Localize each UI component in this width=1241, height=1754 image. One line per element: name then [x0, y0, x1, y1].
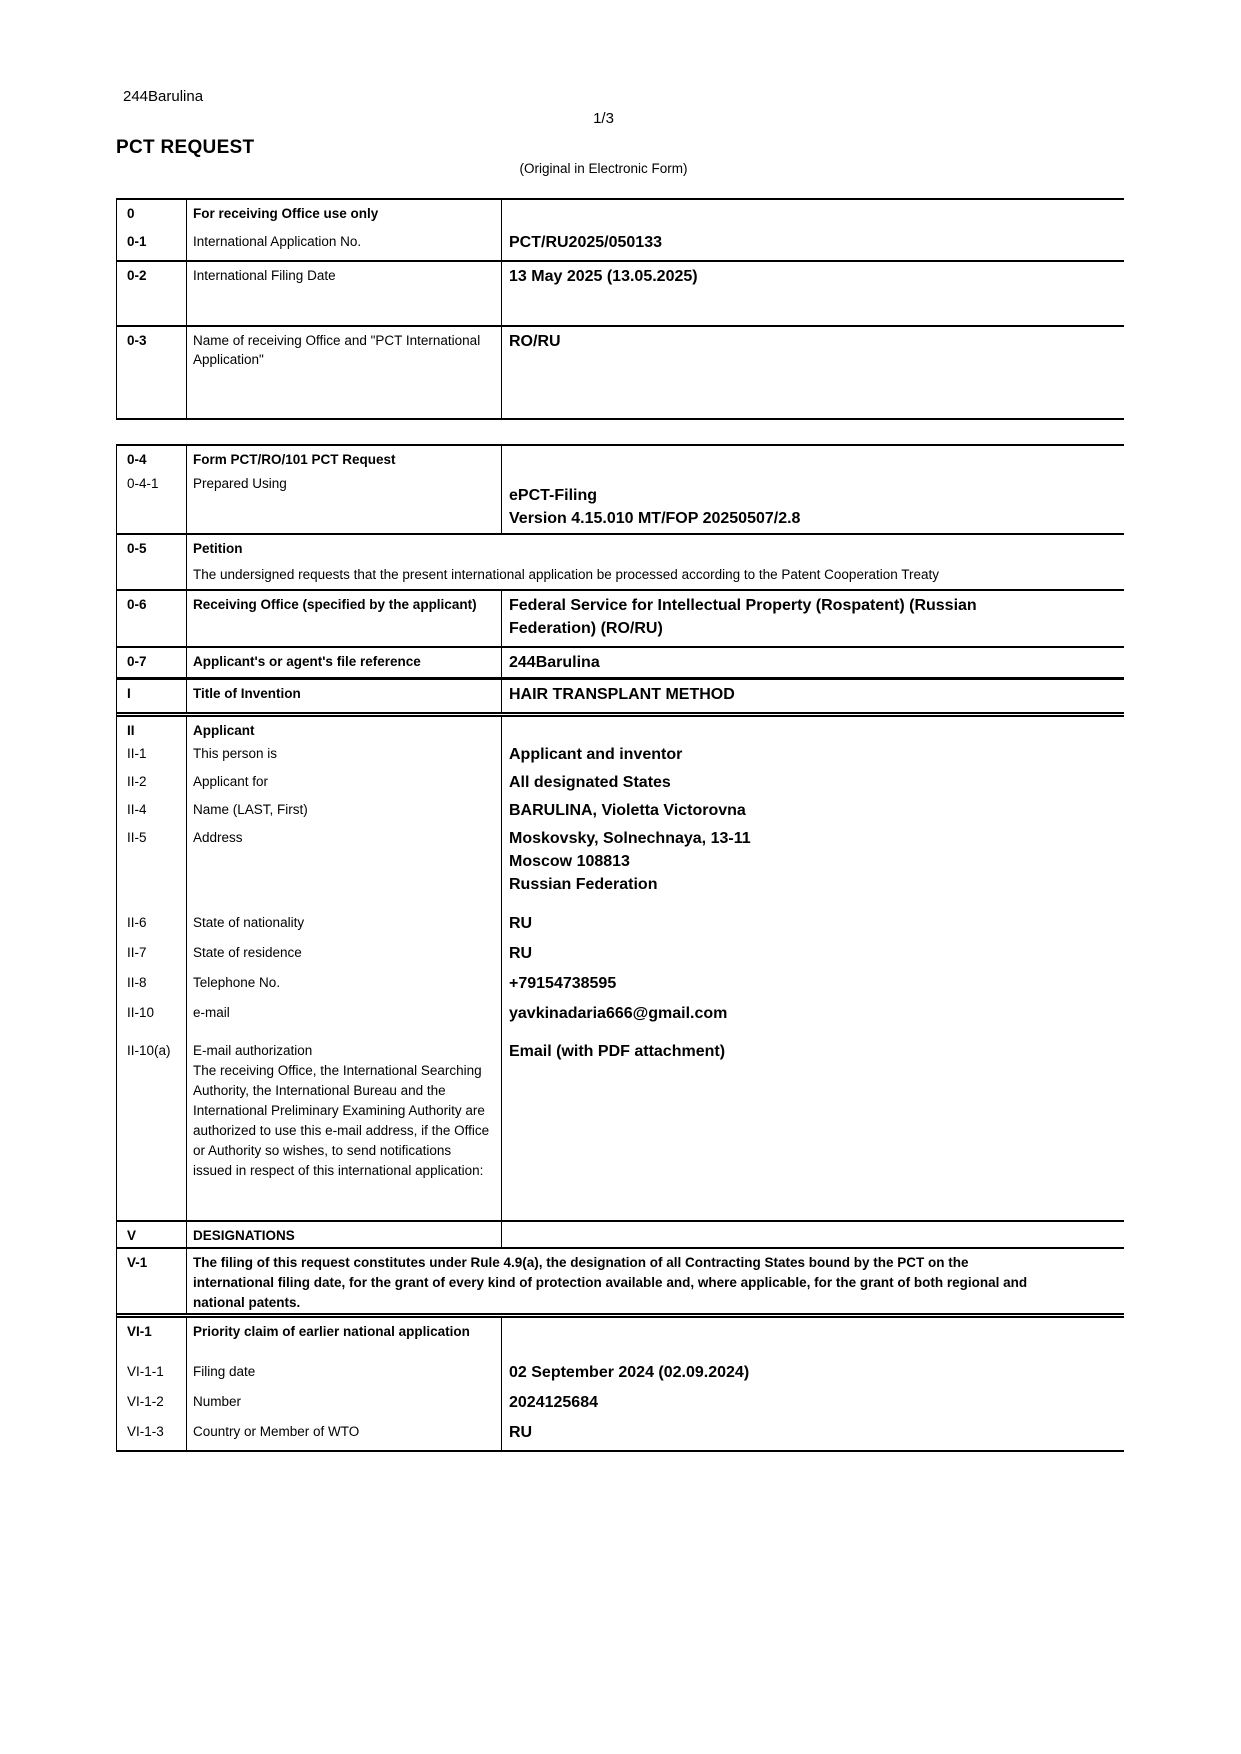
row-label: International Application No.: [187, 228, 502, 260]
row-value: 02 September 2024 (02.09.2024): [509, 1364, 750, 1381]
form-row-II-2: [117, 768, 1124, 796]
row-value: 13 May 2025 (13.05.2025): [509, 268, 698, 285]
row-label: Number: [187, 1388, 502, 1418]
form-row-VI-1: [117, 1313, 1124, 1358]
row-code: II-10(a): [117, 1037, 187, 1220]
row-label: Applicant's or agent's file reference: [187, 648, 502, 677]
form-row-0-7: [117, 646, 1124, 677]
form-row-0-5: [117, 533, 1124, 589]
row-code: VI-1: [117, 1318, 187, 1358]
email-authorization-cell: [187, 1037, 502, 1220]
designations-cell: [187, 1249, 1124, 1313]
row-code: II-7: [117, 939, 187, 969]
form-content: [116, 88, 1124, 1452]
row-value: [502, 717, 1124, 740]
row-code: 0-5: [117, 535, 187, 589]
row-label: Telephone No.: [187, 969, 502, 999]
form-row-I: [117, 677, 1124, 712]
form-row-VI-1-2: [117, 1388, 1124, 1418]
row-code: II-6: [117, 909, 187, 939]
row-label: Name of receiving Office and "PCT International Application": [187, 327, 502, 418]
row-code: II-10: [117, 999, 187, 1037]
row-label: Filing date: [187, 1358, 502, 1388]
row-value: [502, 1318, 1124, 1358]
row-label: Prepared Using: [187, 470, 502, 533]
row-value: [502, 200, 1124, 228]
row-code: 0-6: [117, 591, 187, 646]
form-row-V: [117, 1220, 1124, 1247]
row-label: e-mail: [187, 999, 502, 1037]
page-number: 1/3: [593, 110, 614, 127]
row-label: State of residence: [187, 939, 502, 969]
row-value: RO/RU: [509, 333, 561, 350]
row-code: V: [117, 1222, 187, 1247]
row-value: RU: [509, 915, 533, 932]
row-code: II-4: [117, 796, 187, 824]
row-label: Address: [187, 824, 502, 909]
page-subtitle: (Original in Electronic Form): [519, 161, 688, 176]
form-row-0-1: [117, 228, 1124, 260]
form-row-0: [117, 200, 1124, 228]
row-code: II-5: [117, 824, 187, 909]
row-code: VI-1-3: [117, 1418, 187, 1450]
row-code: VI-1-1: [117, 1358, 187, 1388]
row-value: BARULINA, Violetta Victorovna: [509, 802, 746, 819]
row-label: Priority claim of earlier national application: [187, 1318, 502, 1358]
row-value: Moskovsky, Solnechnaya, 13-11 Moscow 108813 Russian Federation: [509, 830, 751, 893]
row-value: [502, 446, 1124, 470]
row-code: 0-4: [117, 446, 187, 470]
row-value: 244Barulina: [509, 654, 600, 671]
row-code: II-8: [117, 969, 187, 999]
request-main-table: [116, 444, 1124, 1452]
row-label: For receiving Office use only: [187, 200, 502, 228]
row-value: RU: [509, 1424, 533, 1441]
petition-text: The undersigned requests that the present international application be processed according to the Patent Cooperation Treaty: [193, 567, 939, 582]
receiving-office-table: [116, 198, 1124, 420]
row-label: DESIGNATIONS: [187, 1222, 502, 1247]
row-code: I: [117, 680, 187, 712]
form-row-0-4: [117, 446, 1124, 470]
file-reference-header: 244Barulina: [123, 88, 204, 105]
row-code: II-2: [117, 768, 187, 796]
row-label: International Filing Date: [187, 262, 502, 325]
form-row-0-2: [117, 260, 1124, 325]
row-value: Federal Service for Intellectual Property (Rospatent) (Russian Federation) (RO/RU): [509, 597, 977, 637]
form-row-VI-1-1: [117, 1358, 1124, 1388]
row-code: 0-1: [117, 228, 187, 260]
row-label: Country or Member of WTO: [187, 1418, 502, 1450]
row-value: 2024125684: [509, 1394, 598, 1411]
row-label: Title of Invention: [187, 680, 502, 712]
row-label: Petition: [193, 541, 243, 556]
row-value: RU: [509, 945, 533, 962]
row-value: Applicant and inventor: [509, 746, 683, 763]
row-code: 0: [117, 200, 187, 228]
form-row-II-7: [117, 939, 1124, 969]
form-row-II-6: [117, 909, 1124, 939]
row-value: HAIR TRANSPLANT METHOD: [509, 686, 735, 703]
row-value: Email (with PDF attachment): [509, 1043, 726, 1060]
form-row-0-4-1: [117, 470, 1124, 533]
row-code: 0-7: [117, 648, 187, 677]
email-authorization-text: The receiving Office, the International Searching Authority, the International Bureau and the International Preliminary Examining Authority are authorized to use this e-mail address, if the Office or Authority so wishes, to send notifications issued in respect of this international application:: [193, 1063, 490, 1178]
row-code: 0-3: [117, 327, 187, 418]
row-label: This person is: [187, 740, 502, 768]
form-row-II-10a: [117, 1037, 1124, 1220]
row-label: Form PCT/RO/101 PCT Request: [187, 446, 502, 470]
form-row-II-10: [117, 999, 1124, 1037]
row-label: Applicant: [187, 717, 502, 740]
row-value: ePCT-Filing Version 4.15.010 MT/FOP 20250507/2.8: [509, 487, 801, 527]
row-label: Receiving Office (specified by the applicant): [187, 591, 502, 646]
row-code: 0-4-1: [117, 470, 187, 533]
row-code: II-1: [117, 740, 187, 768]
form-row-II-5: [117, 824, 1124, 909]
row-code: V-1: [117, 1249, 187, 1313]
row-value: All designated States: [509, 774, 671, 791]
row-code: II: [117, 717, 187, 740]
row-code: VI-1-2: [117, 1388, 187, 1418]
form-row-II: [117, 712, 1124, 740]
row-label: E-mail authorization: [193, 1043, 313, 1058]
form-row-0-6: [117, 589, 1124, 646]
form-row-0-3: [117, 325, 1124, 418]
form-row-V-1: [117, 1247, 1124, 1313]
form-row-II-4: [117, 796, 1124, 824]
row-label: Applicant for: [187, 768, 502, 796]
row-code: 0-2: [117, 262, 187, 325]
petition-cell: [187, 535, 1124, 589]
page-title: PCT REQUEST: [116, 137, 255, 158]
row-label: State of nationality: [187, 909, 502, 939]
row-value: PCT/RU2025/050133: [509, 234, 662, 251]
row-value: [502, 1222, 1124, 1247]
form-row-II-8: [117, 969, 1124, 999]
row-label: Name (LAST, First): [187, 796, 502, 824]
row-value: yavkinadaria666@gmail.com: [509, 1005, 728, 1022]
form-row-VI-1-3: [117, 1418, 1124, 1450]
form-row-II-1: [117, 740, 1124, 768]
row-value: +79154738595: [509, 975, 617, 992]
designations-text: The filing of this request constitutes under Rule 4.9(a), the designation of all Contracting States bound by the PCT on the international filing date, for the grant of every kind of protection available and, where applicable, for the grant of both regional and national patents.: [193, 1255, 1028, 1310]
